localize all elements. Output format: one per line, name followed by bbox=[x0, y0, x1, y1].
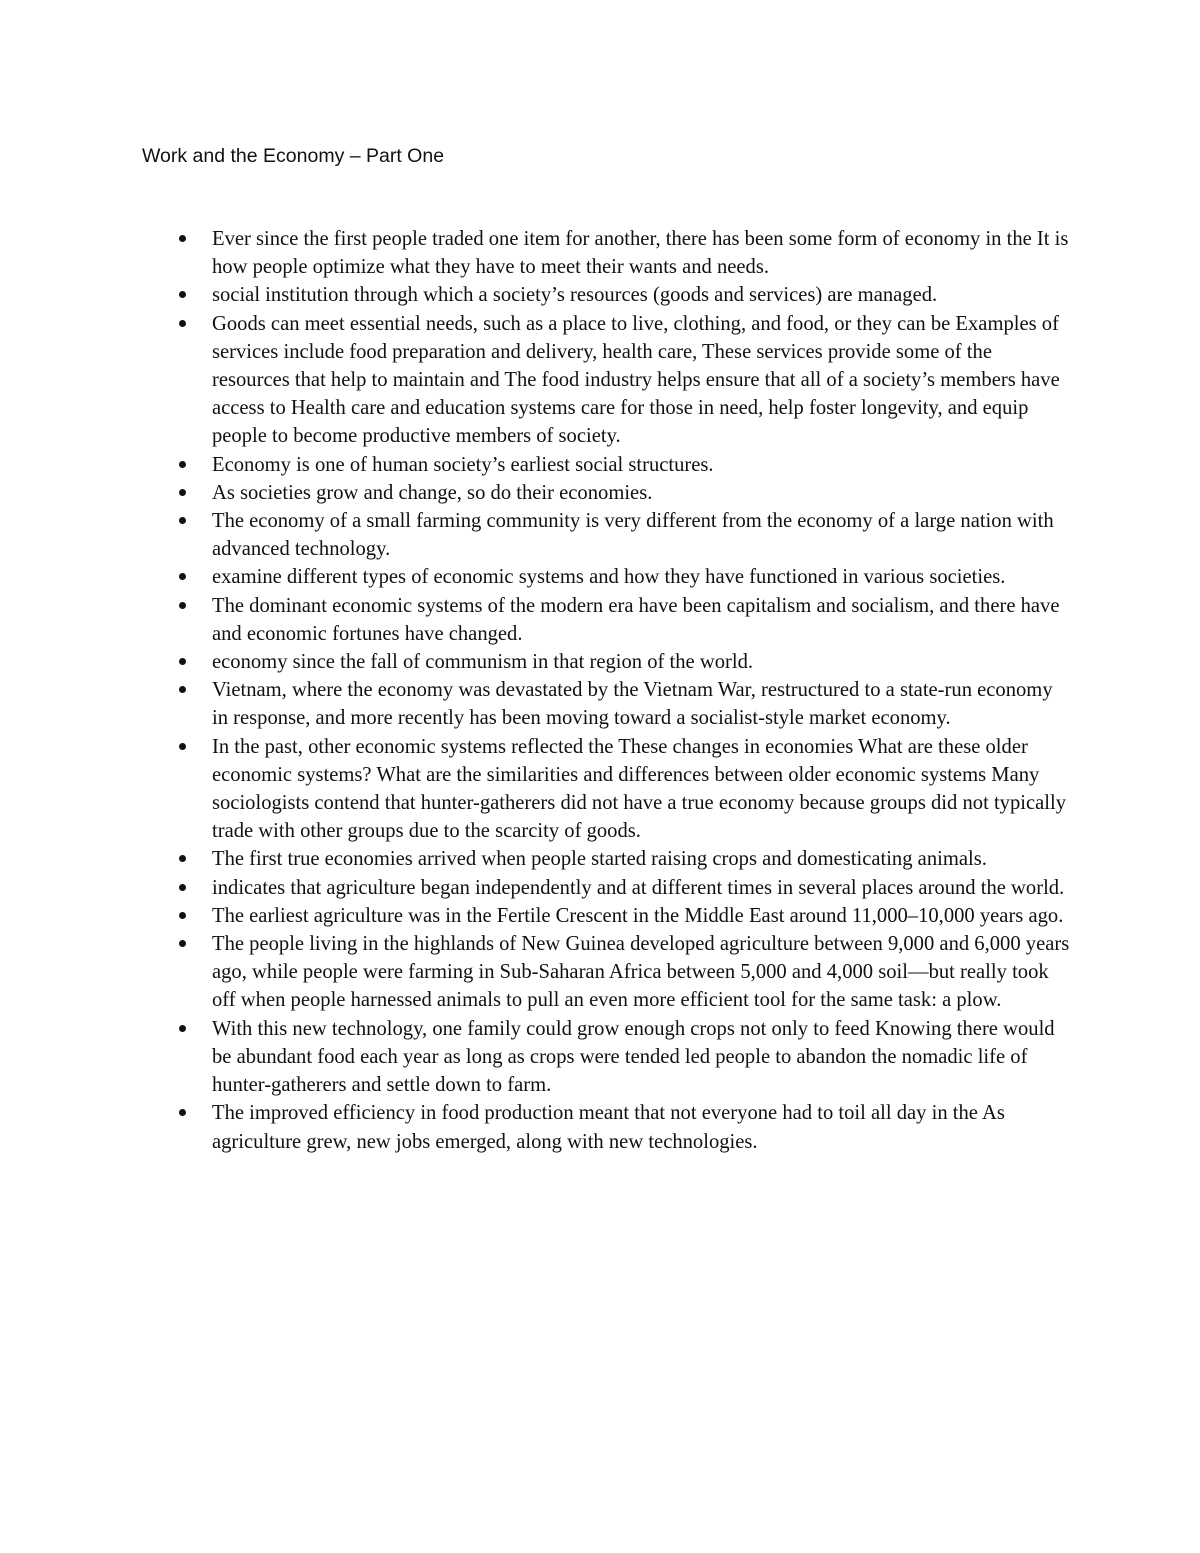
bullet-icon bbox=[179, 461, 186, 468]
bullet-icon bbox=[179, 855, 186, 862]
bullet-icon bbox=[179, 291, 186, 298]
bullet-icon bbox=[179, 686, 186, 693]
bullet-text: In the past, other economic systems reflected the These changes in economies What are these older economic systems? What are the similarities and differences between older economic systems Many sociologists contend that hunter-gatherers did not have a true economy because groups did not typically trade with other groups due to the scarcity of goods. bbox=[212, 735, 1066, 843]
list-item bbox=[212, 1015, 1072, 1100]
bullet-icon bbox=[179, 320, 186, 327]
bullet-text: The first true economies arrived when people started raising crops and domesticating animals. bbox=[212, 848, 987, 871]
bullet-list bbox=[212, 225, 1072, 1156]
list-item bbox=[212, 451, 1072, 479]
bullet-text: The economy of a small farming community is very different from the economy of a large nation with advanced technology. bbox=[212, 510, 1054, 561]
list-item bbox=[212, 225, 1072, 281]
bullet-text: Vietnam, where the economy was devastated by the Vietnam War, restructured to a state-run economy in response, and more recently has been moving toward a socialist-style market economy. bbox=[212, 679, 1053, 730]
list-item bbox=[212, 507, 1072, 563]
list-item bbox=[212, 676, 1072, 732]
bullet-icon bbox=[179, 1025, 186, 1032]
bullet-text: Goods can meet essential needs, such as a place to live, clothing, and food, or they can be Examples of services include food preparation and delivery, health care, These services provide some of the resources that help to maintain and The food industry helps ensure that all of a society’s members have access to Health care and education systems care for those in need, help foster longevity, and equip people to become productive members of society. bbox=[212, 312, 1060, 448]
bullet-text: Ever since the first people traded one item for another, there has been some form of economy in the It is how people optimize what they have to meet their wants and needs. bbox=[212, 228, 1069, 279]
bullet-icon bbox=[179, 489, 186, 496]
list-item bbox=[212, 592, 1072, 648]
list-item bbox=[212, 902, 1072, 930]
bullet-text: economy since the fall of communism in that region of the world. bbox=[212, 651, 754, 674]
list-item bbox=[212, 310, 1072, 451]
list-item bbox=[212, 733, 1072, 846]
bullet-icon bbox=[179, 743, 186, 750]
list-item bbox=[212, 1099, 1072, 1155]
list-item bbox=[212, 930, 1072, 1015]
bullet-icon bbox=[179, 940, 186, 947]
bullet-icon bbox=[179, 658, 186, 665]
bullet-text: indicates that agriculture began independently and at different times in several places around the world. bbox=[212, 876, 1065, 899]
bullet-text: With this new technology, one family could grow enough crops not only to feed Knowing there would be abundant food each year as long as crops were tended led people to abandon the nomadic life of hunter-gatherers and settle down to farm. bbox=[212, 1017, 1055, 1097]
bullet-icon bbox=[179, 235, 186, 242]
bullet-text: As societies grow and change, so do their economies. bbox=[212, 481, 653, 504]
bullet-text: examine different types of economic systems and how they have functioned in various societies. bbox=[212, 566, 1006, 589]
list-item bbox=[212, 845, 1072, 873]
bullet-text: The people living in the highlands of New Guinea developed agriculture between 9,000 and 6,000 years ago, while people were farming in Sub-Saharan Africa between 5,000 and 4,000 soil—but really took off when people harnessed animals to pull an even more efficient tool for the same task: a plow. bbox=[212, 933, 1070, 1012]
bullet-icon bbox=[179, 1109, 186, 1116]
list-item bbox=[212, 648, 1072, 676]
bullet-icon bbox=[179, 517, 186, 524]
bullet-text: The dominant economic systems of the modern era have been capitalism and socialism, and there have and economic fortunes have changed. bbox=[212, 594, 1060, 645]
bullet-text: The earliest agriculture was in the Fertile Crescent in the Middle East around 11,000–10,000 years ago. bbox=[212, 904, 1064, 927]
list-item bbox=[212, 874, 1072, 902]
bullet-text: social institution through which a society’s resources (goods and services) are managed. bbox=[212, 284, 938, 307]
bullet-icon bbox=[179, 912, 186, 919]
list-item bbox=[212, 563, 1072, 591]
document-title: Work and the Economy – Part One bbox=[142, 145, 445, 167]
list-item bbox=[212, 479, 1072, 507]
bullet-icon bbox=[179, 573, 186, 580]
bullet-icon bbox=[179, 884, 186, 891]
bullet-icon bbox=[179, 602, 186, 609]
list-item bbox=[212, 281, 1072, 309]
bullet-text: The improved efficiency in food production meant that not everyone had to toil all day in the As agriculture grew, new jobs emerged, along with new technologies. bbox=[212, 1102, 1005, 1153]
bullet-text: Economy is one of human society’s earliest social structures. bbox=[212, 453, 714, 476]
